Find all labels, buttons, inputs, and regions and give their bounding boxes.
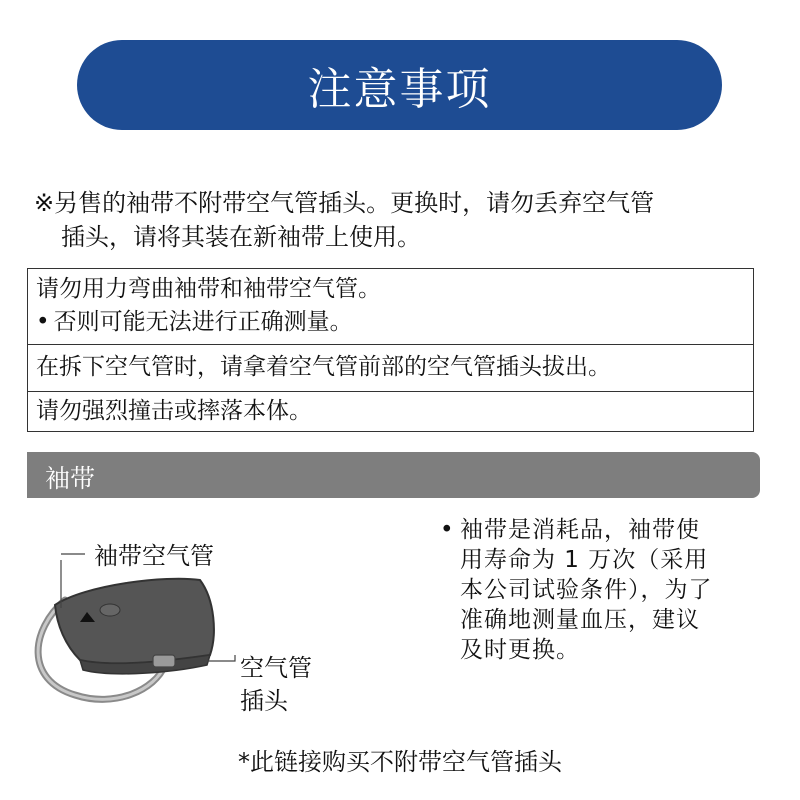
warning-box-bending xyxy=(27,268,754,345)
section-header-cuff xyxy=(27,452,760,498)
warning-bending-consequence xyxy=(36,306,753,339)
warning-bending-text: 请勿用力弯曲袖带和袖带空气管。 xyxy=(36,276,381,302)
warning-bending-consequence-text: 否则可能无法进行正确测量。 xyxy=(53,309,353,335)
label-plug-line-2: 插头 xyxy=(240,687,288,715)
info-line: 准确地测量血压，建议 xyxy=(460,607,700,633)
note-line-2: 插头，请将其装在新袖带上使用。 xyxy=(61,223,421,251)
warning-impact-text: 请勿强烈撞击或摔落本体。 xyxy=(36,398,312,424)
replacement-note xyxy=(34,186,774,254)
info-line: 用寿命为 1 万次（采用 xyxy=(460,547,709,573)
footer-note: *此链接购买不附带空气管插头 xyxy=(238,748,562,776)
bullet-icon: • xyxy=(440,517,455,543)
cuff-body xyxy=(55,579,214,664)
warning-box-impact xyxy=(27,392,754,432)
section-title: 袖带 xyxy=(45,464,96,493)
bullet-icon: • xyxy=(36,309,50,335)
note-line-1: ※另售的袖带不附带空气管插头。更换时，请勿丢弃空气管 xyxy=(34,189,655,217)
info-line: 及时更换。 xyxy=(460,637,580,663)
info-line: 本公司试验条件），为了 xyxy=(460,577,713,603)
page-title: 注意事项 xyxy=(307,64,492,115)
cuff-lifespan-info xyxy=(440,515,760,665)
air-plug xyxy=(153,655,175,667)
title-banner xyxy=(77,40,722,130)
label-cuff-tube: 袖带空气管 xyxy=(94,542,214,570)
warning-removal-text: 在拆下空气管时，请拿着空气管前部的空气管插头拔出。 xyxy=(36,354,611,380)
info-line: • 袖带是消耗品，袖带使 xyxy=(440,517,700,543)
warning-box-removal xyxy=(27,345,754,392)
label-plug-line-1: 空气管 xyxy=(240,654,312,682)
